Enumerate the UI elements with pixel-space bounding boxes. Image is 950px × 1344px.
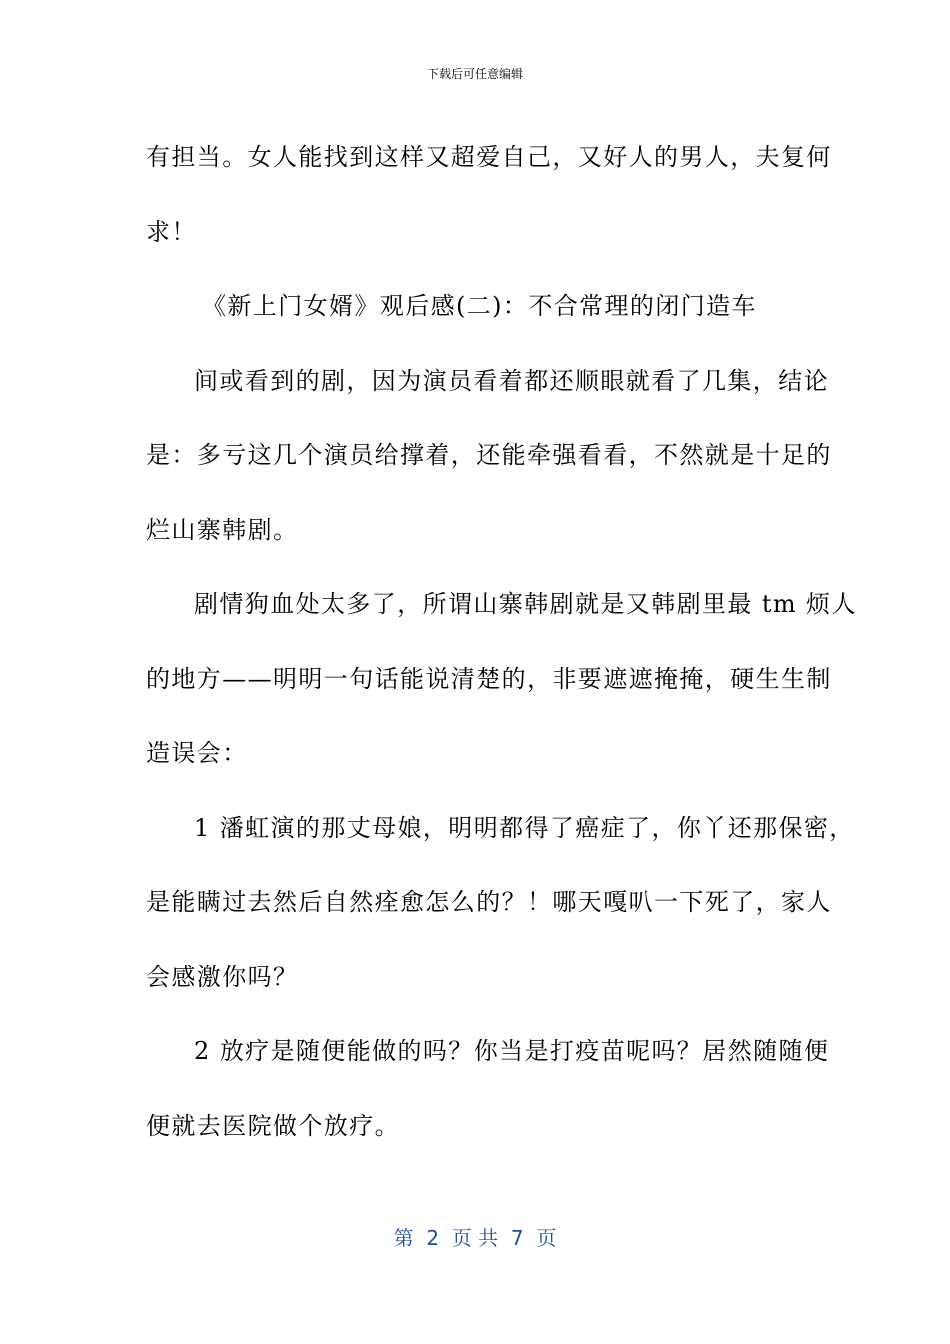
paragraph-line: 有担当。女人能找到这样又超爱自己，又好人的男人，夫复何: [146, 143, 832, 171]
section-heading: 《新上门女婿》观后感(二)：不合常理的闭门造车: [202, 292, 757, 320]
list-item-line: 是能瞒过去然后自然痊愈怎么的？！哪天嘎叭一下死了，家人: [146, 888, 832, 916]
paragraph-line: 剧情狗血处太多了，所谓山寨韩剧就是又韩剧里最 tm 烦人: [194, 590, 857, 618]
paragraph-line: 求！: [146, 217, 197, 246]
paragraph-line: 是：多亏这几个演员给撑着，还能牵强看看，不然就是十足的: [146, 441, 832, 469]
list-item-line: 1 潘虹演的那丈母娘，明明都得了癌症了，你丫还那保密，: [194, 813, 855, 842]
list-item-line: 会感激你吗？: [146, 962, 299, 991]
paragraph-line: 间或看到的剧，因为演员看着都还顺眼就看了几集，结论: [194, 366, 829, 395]
page-number-footer: 第 2 页 共 7 页: [393, 1226, 557, 1250]
list-item-line: 便就去医院做个放疗。: [146, 1111, 400, 1140]
paragraph-line: 的地方——明明一句话能说清楚的，非要遮遮掩掩，硬生生制: [146, 664, 832, 693]
list-item-line: 2 放疗是随便能做的吗？你当是打疫苗呢吗？居然随随便: [194, 1037, 830, 1065]
paragraph-line: 造误会：: [146, 739, 248, 767]
page-header: 下载后可任意编辑: [426, 67, 523, 81]
document-body: [146, 120, 857, 1163]
paragraph-line: 烂山寨韩剧。: [146, 515, 299, 544]
